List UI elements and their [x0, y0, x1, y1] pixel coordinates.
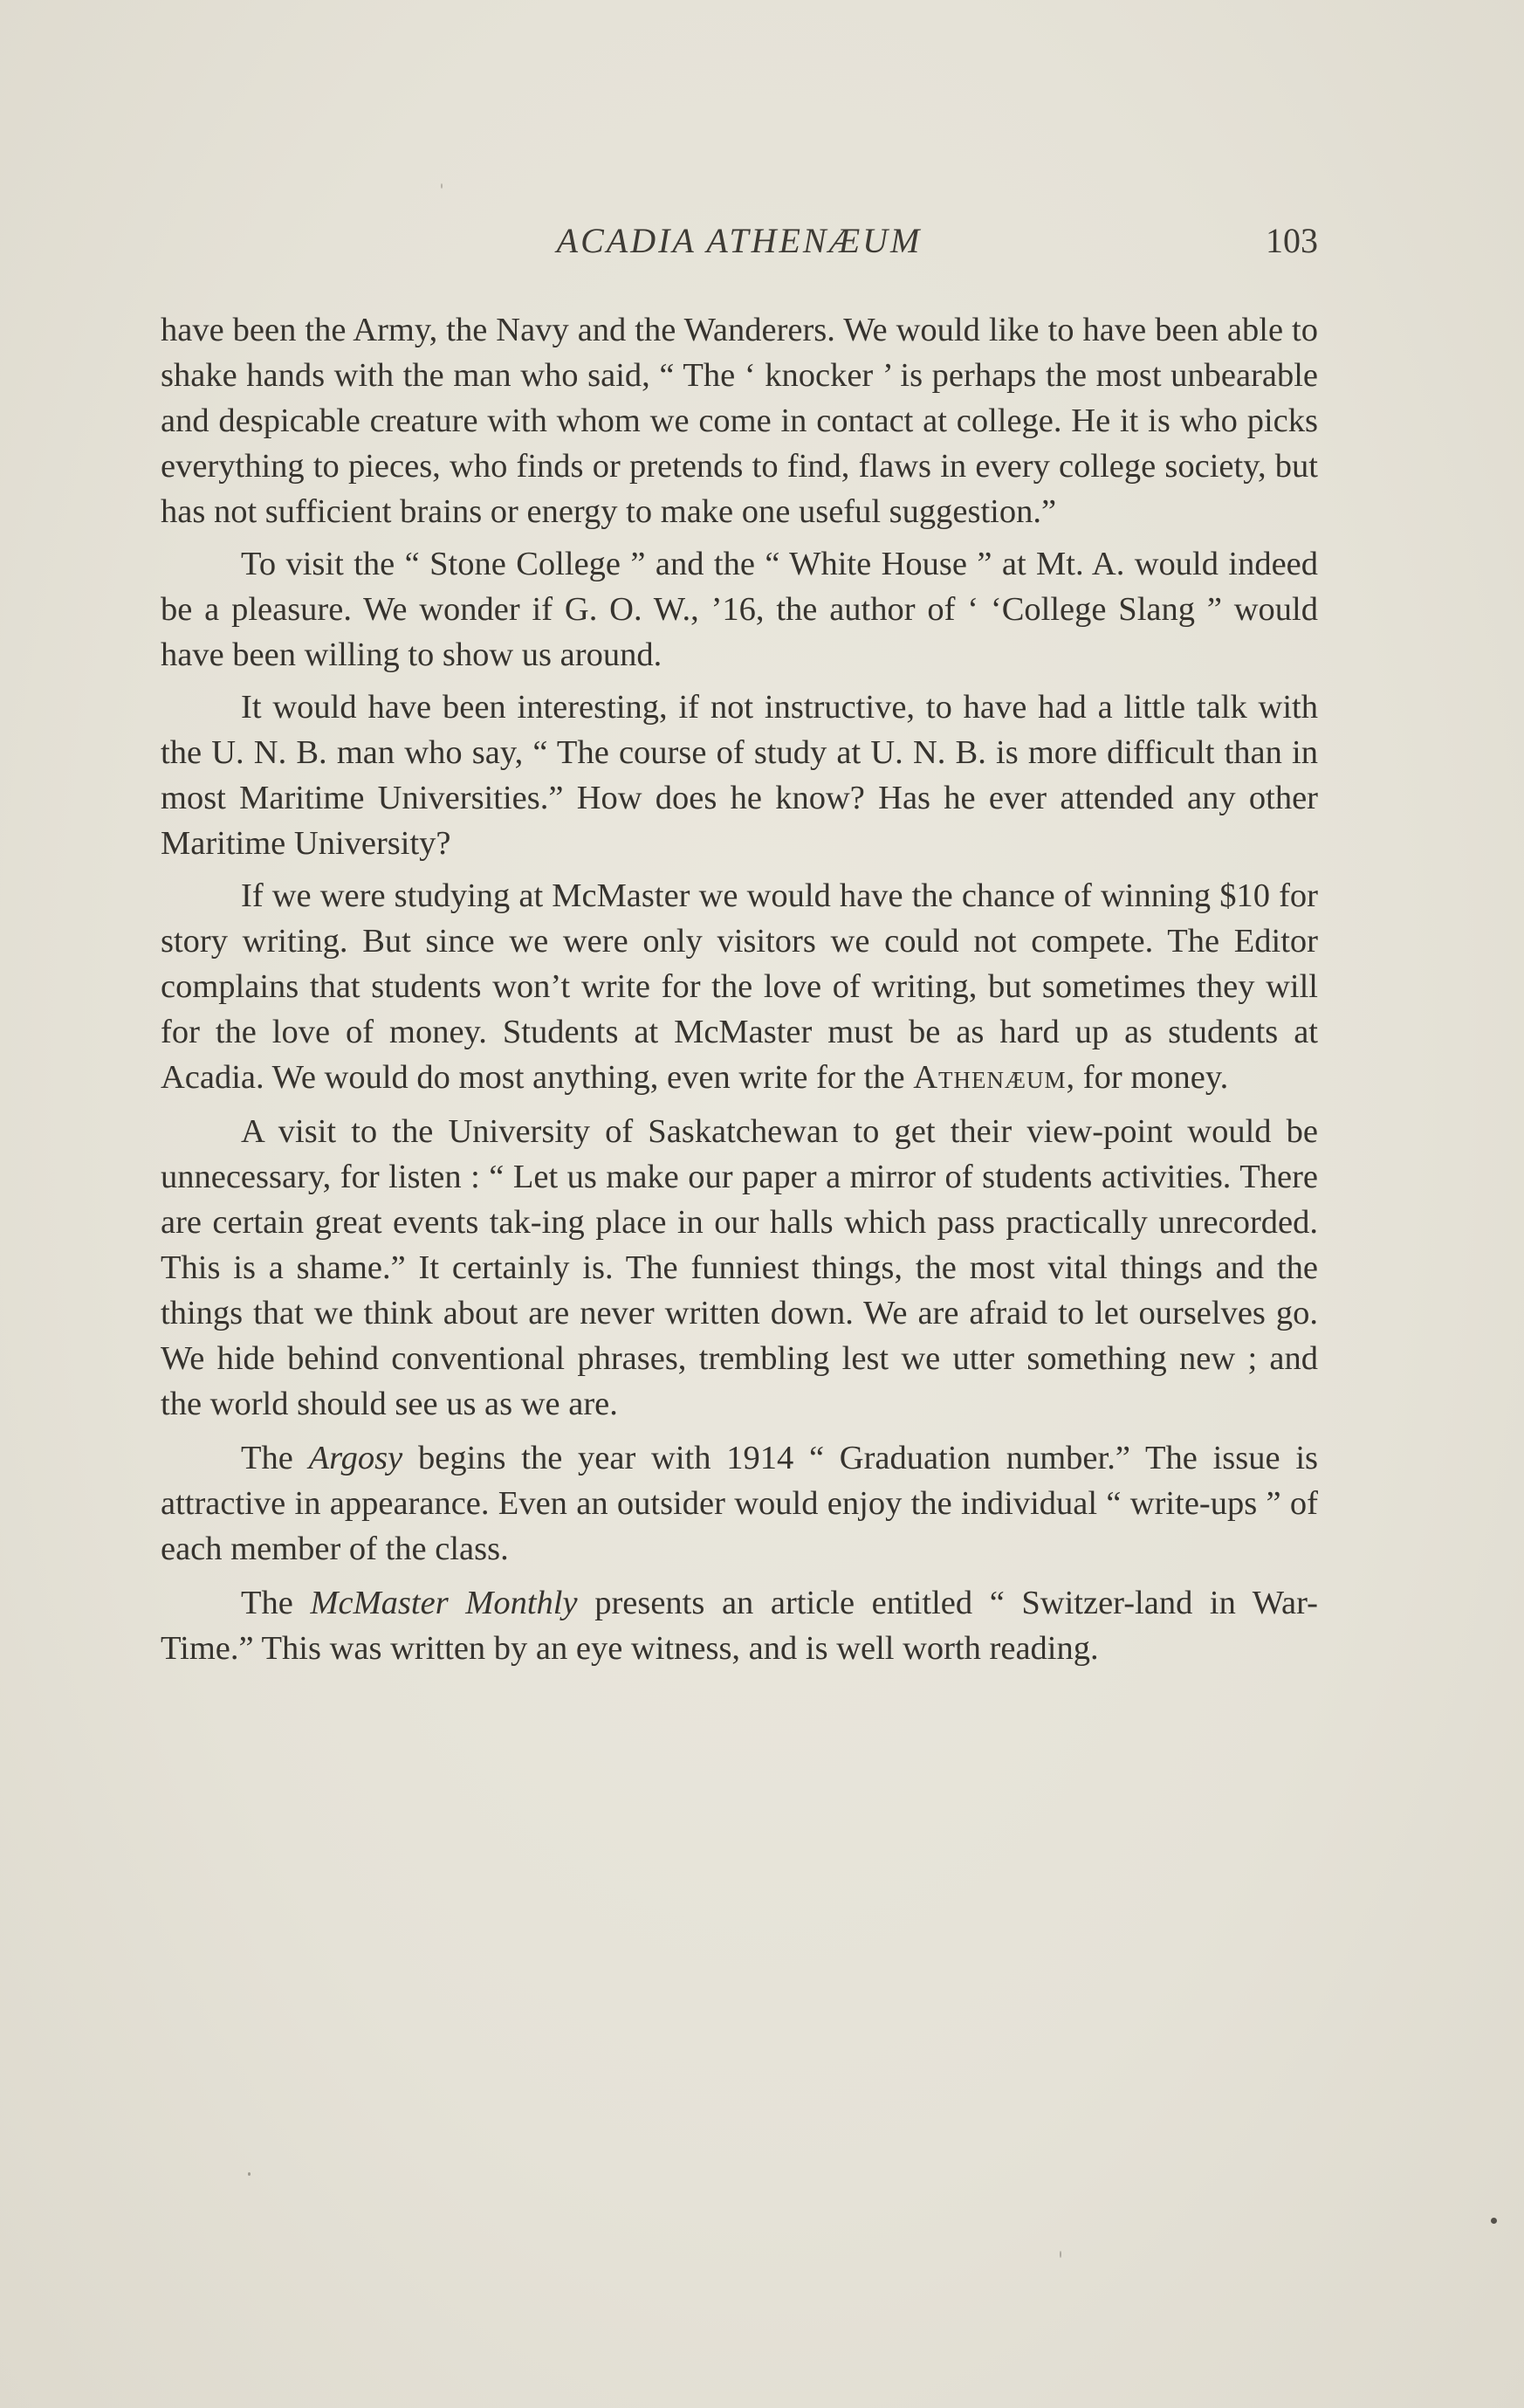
paper-speck	[441, 183, 443, 189]
paragraph-7-text-after: presents an article entitled “ Switzer-land in War-Time.” This was written by an eye witness, and is well worth reading.	[161, 1585, 1318, 1667]
paragraph-1: have been the Army, the Navy and the Wanderers. We would like to have been able to shake hands with the man who said, “ The ‘ knocker ’ is perhaps the most unbearable and despicable creature with whom we come in contact at college. He it is who picks everything to pieces, who finds or pretends to find, flaws in every college society, but has not sufficient brains or energy to make one useful suggestion.”	[161, 312, 1318, 530]
article-body	[161, 307, 1318, 1678]
paragraph-4-text-before: If we were studying at McMaster we would have the chance of winning $10 for story writing. But since we were only visitors we could not compete. The Editor complains that students won’t write for the love of writing, but sometimes they will for the love of money. Students at McMaster must be as hard up as students at Acadia. We would do most anything, even write for the	[161, 877, 1318, 1096]
athenaeum-smallcaps: Athenæum	[913, 1059, 1067, 1096]
paragraph-6-text-after: begins the year with 1914 “ Graduation number.” The issue is attractive in appearance. Even an outsider would enjoy the individual “ write-ups ” of each member of the class.	[161, 1440, 1319, 1567]
paper-speck	[248, 2172, 251, 2176]
mcmaster-monthly-title: McMaster Monthly	[310, 1585, 578, 1621]
paragraph-7	[161, 1580, 1318, 1671]
paragraph-7-text-before: The	[241, 1585, 311, 1621]
paragraph-5: A visit to the University of Saskatchewan to get their view-point would be unnecessary, for listen : “ Let us make our paper a mirror of students activities. There are certain great events tak-ing place in our halls which pass practically unrecorded. This is a shame.” It certainly is. The funniest things, the most vital things and the things that we think about are never written down. We are afraid to let ourselves go. We hide behind conventional phrases, trembling lest we utter something new ; and the world should see us as we are.	[161, 1113, 1318, 1422]
paper-speck	[1060, 2251, 1061, 2258]
paragraph-6-text-before: The	[241, 1440, 309, 1476]
paragraph-4	[161, 873, 1318, 1100]
paragraph-4-text-after: , for money.	[1066, 1059, 1229, 1096]
running-title: ACADIA ATHENÆUM	[556, 221, 923, 260]
paragraph-6	[161, 1435, 1318, 1572]
page-header	[161, 220, 1318, 272]
paper-speck	[1491, 2218, 1497, 2224]
paragraph-3: It would have been interesting, if not instructive, to have had a little talk with the U. N. B. man who say, “ The course of study at U. N. B. is more difficult than in most Maritime Universities.” How does he know? Has he ever attended any other Maritime University?	[161, 689, 1318, 862]
paragraph-2: To visit the “ Stone College ” and the “ White House ” at Mt. A. would indeed be a pleasure. We wonder if G. O. W., ’16, the author of ‘ ‘College Slang ” would have been willing to show us around.	[161, 546, 1318, 673]
page-number: 103	[1266, 221, 1318, 260]
argosy-title: Argosy	[308, 1440, 403, 1476]
